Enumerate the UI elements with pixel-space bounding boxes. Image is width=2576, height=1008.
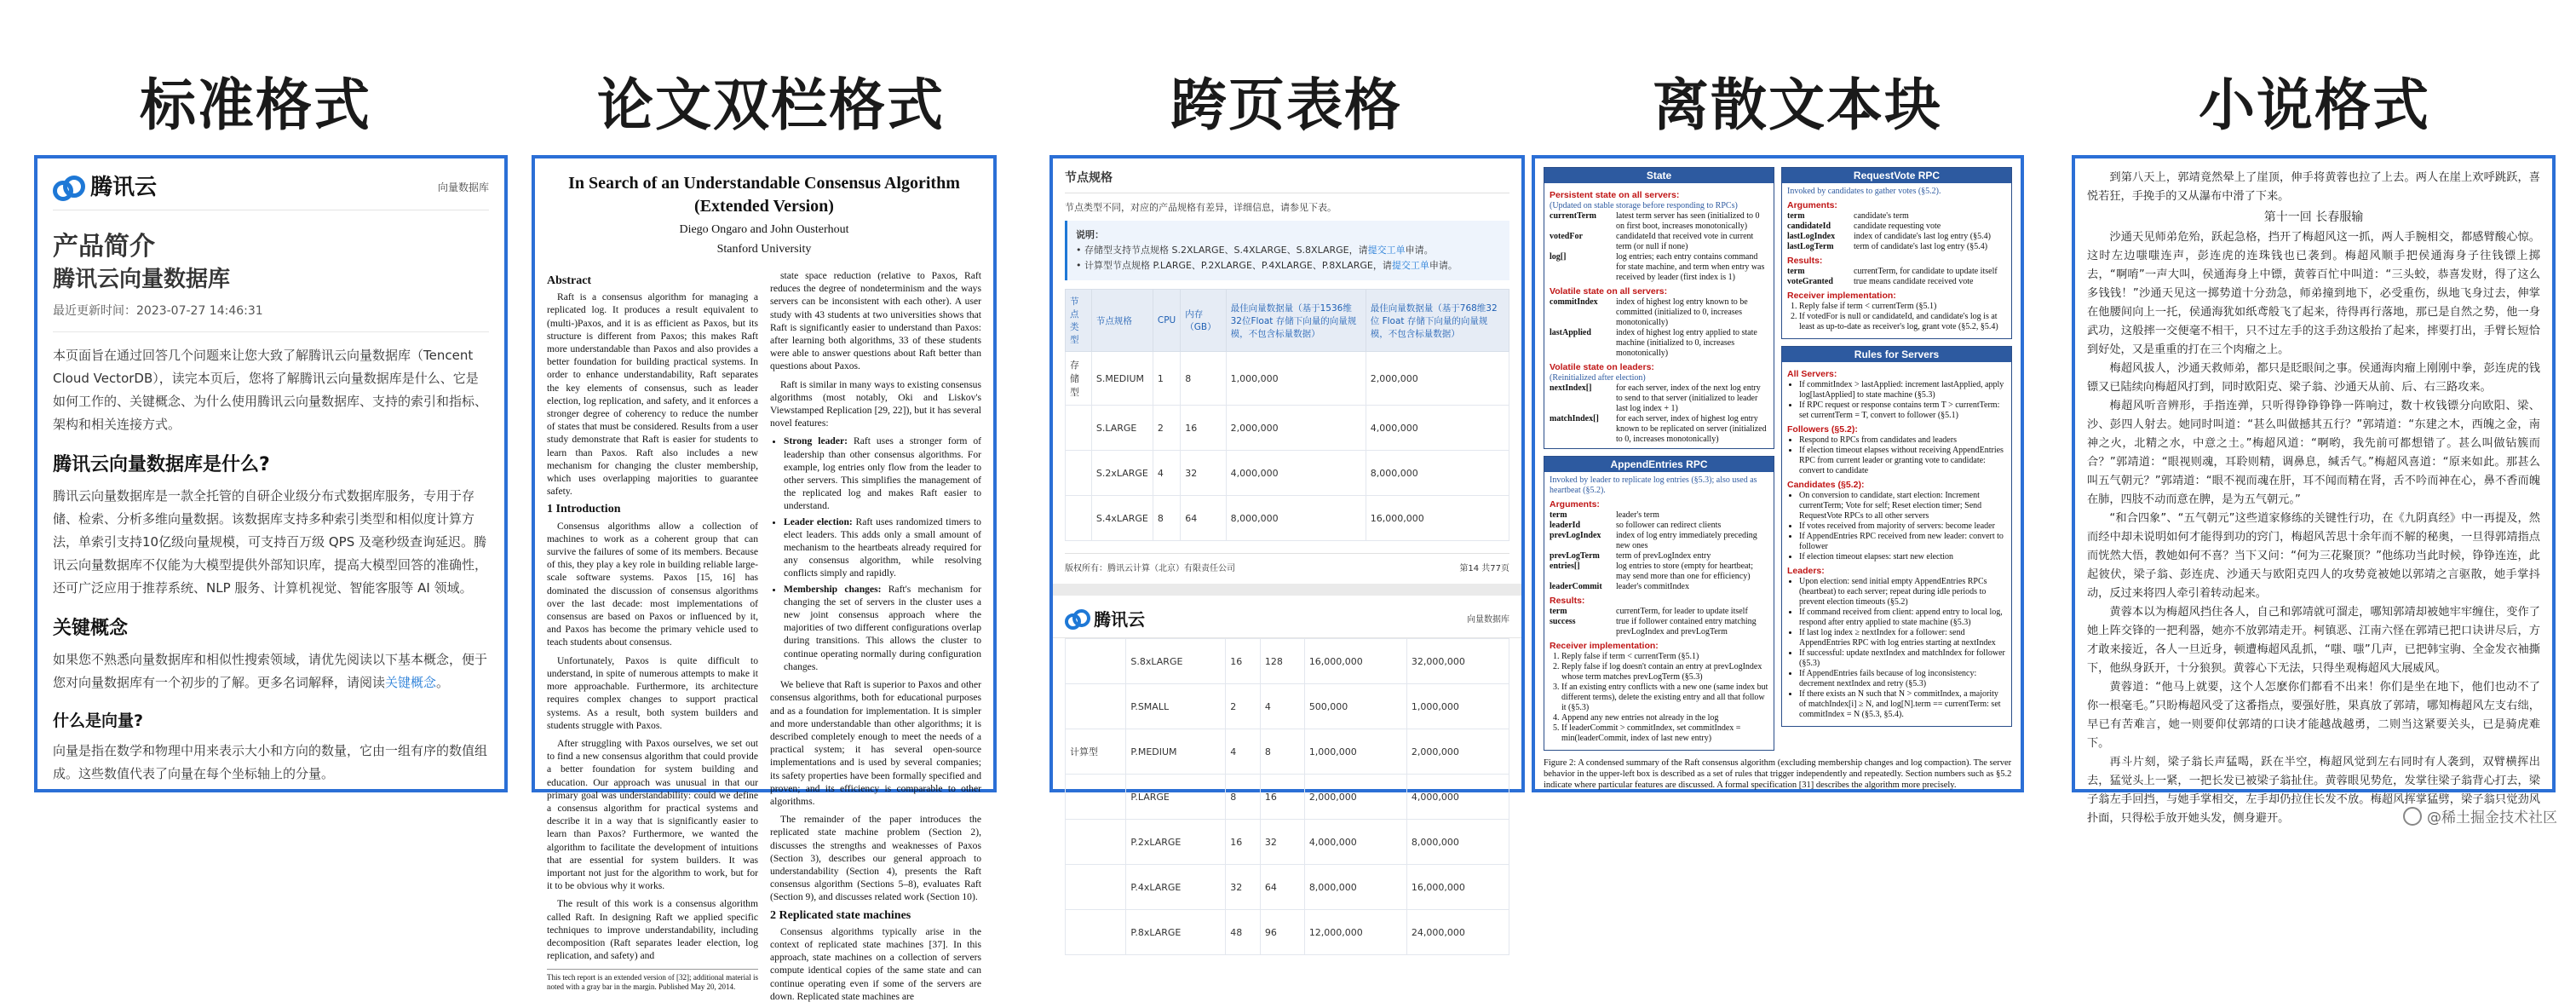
- table-cell: 1,000,000: [1406, 684, 1509, 729]
- section-heading: All Servers:: [1787, 369, 1837, 379]
- table-row: [1066, 406, 1509, 451]
- rule-list: [1787, 302, 2006, 332]
- novel-paragraph: 黄蓉本以为梅超风挡住各人，自己和郭靖就可溜走，哪知郭靖却被她牢牢缠住，变作了她上阵交锋的一把利器，她亦不放郭靖走开。柯镇恶、江南六怪在郭靖已把口诀讲尽后，方才敢来接近，各人一旦近身，顿遭梅超风乱抓，“嗤、嗤”几声，已把韩宝驹、全金发衣袖撕下，他纵身跃开，十分狼狈。黄蓉心下无法，只得坐观梅超风大展威风。: [2087, 606, 2540, 675]
- ticket-link[interactable]: 提交工单: [1367, 245, 1406, 256]
- field-desc: leader's commitIndex: [1616, 582, 1689, 591]
- field-desc: so follower can redirect clients: [1616, 521, 1722, 530]
- field-name: prevLogTerm: [1550, 551, 1600, 561]
- table-cell: [1066, 496, 1092, 541]
- list-item: 2. If votedFor is null or candidateId, and candidate's log is at least as up-to-date as receiver's log, grant vote (§5.2, §5.4): [1799, 312, 2006, 332]
- table-cell: 1: [1153, 352, 1180, 406]
- table-cell: 12,000,000: [1304, 910, 1406, 955]
- box-title: AppendEntries RPC: [1544, 457, 1774, 472]
- table-page-header: 节点规格: [1065, 169, 1509, 193]
- table-cell: 16,000,000: [1406, 865, 1509, 910]
- list-item: • If election timeout elapses: start new election: [1799, 552, 2006, 562]
- list-item: • Leader election: Raft uses randomized timers to elect leaders. This adds only a small amount of mechanism to the heartbeats already required for any consensus algorithm, while resolving conflicts simply and rapidly.: [784, 516, 981, 580]
- field-row: [1550, 562, 1768, 582]
- novel-paragraph: 梅超风拔人，沙通天救师弟，都只是眨眼间之事。侯通海肉瘤上刚刚中拳，彭连虎的钱镖又已陆续向梅超风打到，同时欧阳克、梁子翁、沙通天从前、后、右三路攻来。: [2087, 362, 2540, 394]
- list-item: 1. Reply false if term < currentTerm (§5.1): [1561, 652, 1768, 662]
- paper-affiliation: Stanford University: [716, 243, 812, 256]
- column-title: 标准格式: [140, 72, 371, 138]
- rule-list: [1550, 652, 1768, 744]
- table-cell: [1066, 865, 1126, 910]
- table-cell: 4: [1226, 729, 1261, 775]
- intro-paragraph-4: The result of this work is a consensus algorithm called Raft. In designing Raft we applied specific techniques to improve understandability, including decomposition (Raft separates leader election, log replication, and safety) and: [547, 898, 758, 962]
- table-cell: 24,000,000: [1406, 910, 1509, 955]
- table-cell: 48: [1226, 910, 1261, 955]
- left-block-column: [1544, 167, 1774, 751]
- paper-left-column: [547, 269, 758, 1008]
- table-cell: S.4xLARGE: [1091, 496, 1153, 541]
- section-note: Invoked by leader to replicate log entries (§5.3); also used as heartbeat (§5.2).: [1550, 475, 1757, 495]
- table-cell: 32: [1260, 820, 1304, 865]
- field-name: leaderCommit: [1550, 582, 1602, 591]
- list-item: • If AppendEntries RPC received from new leader: convert to follower: [1799, 532, 2006, 552]
- field-row: [1550, 510, 1768, 521]
- right-paragraph-2: Raft is similar in many ways to existing consensus algorithms (most notably, Oki and Liskov's Viewstamped Replication [29, 22]), but it has several novel features:: [770, 378, 981, 429]
- section-note: (Updated on stable storage before responding to RPCs): [1550, 201, 1738, 210]
- right-block-column: [1781, 167, 2012, 751]
- vector-paragraph: 向量是指在数学和物理中用来表示大小和方向的数量，它由一组有序的数值组成。这些数值代表了向量在每个坐标轴上的分量。: [53, 743, 488, 781]
- right-paragraph-1: state space reduction (relative to Paxos, Raft reduces the degree of nondeterminism and the ways servers can be inconsistent with each other). A user study with 43 students at two universities shows that Raft is significantly easier to understand than Paxos: after learning both algorithms, 33 of these students were able to answer questions about Raft better than questions about Paxos.: [770, 270, 981, 372]
- update-date: 最近更新时间：2023-07-27 14:46:31: [53, 300, 489, 332]
- intro-heading: 1 Introduction: [547, 503, 621, 516]
- table-cell: 500,000: [1304, 684, 1406, 729]
- column-header: 最佳向量数据量（基于1536维32位Float 存储下向量的向量规模，不包含标量数据）: [1226, 290, 1366, 352]
- note-title: 说明：: [1076, 229, 1104, 240]
- abstract-text: Raft is a consensus algorithm for managing a replicated log. It produces a result equivalent to (multi-)Paxos, and it is as efficient as Paxos, but its structure is different from Paxos; this makes Raft more understandable than Paxos and also provides a better foundation for building practical systems. In order to enhance understandability, Raft separates the key elements of consensus, such as leader election, log replication, and safety, and it enforces a stronger degree of coherency to reduce the number of states that must be considered. Results from a user study demonstrate that Raft is easier for students to learn than Paxos. Raft also includes a new mechanism for changing the cluster membership, which uses overlapping majorities to guarantee safety.: [547, 291, 758, 498]
- table-cell: 8: [1226, 775, 1261, 820]
- table-cell: 64: [1181, 496, 1226, 541]
- chapter-title: 第十一回 长春服输: [2263, 210, 2364, 224]
- field-desc: latest term server has seen (initialized to 0 on first boot, increases monotonically): [1616, 211, 1760, 231]
- list-item: • If votes received from majority of servers: become leader: [1799, 521, 2006, 532]
- table-cell: 4,000,000: [1226, 451, 1366, 496]
- section-heading: Results:: [1550, 596, 1585, 606]
- heading-key-concepts: 关键概念: [53, 618, 129, 639]
- right-paragraph-5: Consensus algorithms typically arise in the context of replicated state machines [37]. In this approach, state machines on a collection of servers compute identical copies of the same state and can continue operating even if some of the servers are down. Replicated state machines are: [770, 925, 981, 1002]
- field-row: [1550, 617, 1768, 637]
- figure-caption: Figure 2: A condensed summary of the Raft consensus algorithm (excluding membership changes and log compaction). The server behavior in the upper-left box is described as a set of rules that trigger independently and repeatedly. Section numbers such as §5.2 indicate where particular features are discussed. A formal specification [31] describes the algorithm more precisely.: [1544, 758, 2012, 790]
- right-paragraph-4: The remainder of the paper introduces the replicated state machine problem (Section 2), discusses the strengths and weaknesses of Paxos (Section 3), describes our general approach to understandability (Section 4), presents the Raft consensus algorithm (Sections 5–8), evaluates Raft (Section 9), and discusses related work (Section 10).: [770, 814, 981, 903]
- table-cell: 1,000,000: [1304, 729, 1406, 775]
- novel-paragraph: 再斗片刻，梁子翁长声猛喝，跃在半空，梅超风觉到左右同时有人袭到，双臂横挥出去，猛觉头上一紧，一把长发已被梁子翁扯住。黄蓉眼见势危，发掌往梁子翁背心打去，梁子翁左手回挡，与她手掌相交，左手却仍拉住长发不放。梅超风挥掌猛劈，梁子翁只觉劲风扑面，只得松手放开她头发，侧身避开。: [2087, 756, 2540, 825]
- table-cell: 32: [1226, 865, 1261, 910]
- table-row: [1066, 639, 1509, 684]
- field-name: term: [1550, 510, 1567, 520]
- rule-list: [1787, 380, 2006, 421]
- list-item: 1. Reply false if term < currentTerm (§5.1): [1799, 302, 2006, 312]
- list-item: • If command received from client: append entry to local log, respond after entry applied to state machine (§5.3): [1799, 608, 2006, 628]
- field-row: [1550, 582, 1768, 592]
- novel-paragraph: 黄蓉道：“他马上就要，这个人怎麽你们都看不出来！你们是坐在地下，他们也动不了你一根毫毛。”只盼梅超风受了这番指点，要强好胜，果真放了郭靖，哪知梅超风左支右绌，早已有苦难言，她一则要仰仗郭靖的口诀才能越战越勇，二则当这紧要关头，已是骑虎难下。: [2087, 681, 2540, 750]
- cloud-logo-icon: [1065, 609, 1089, 628]
- table-cell: 8,000,000: [1406, 820, 1509, 865]
- table-cell: 2,000,000: [1366, 352, 1509, 406]
- column-header: 节点规格: [1091, 290, 1153, 352]
- table-cell: 8: [1260, 729, 1304, 775]
- tencent-cloud-logo: [1065, 606, 1145, 631]
- section-heading: Arguments:: [1787, 200, 1837, 210]
- field-name: lastApplied: [1550, 328, 1591, 337]
- watermark-icon: [2403, 807, 2422, 826]
- column-title: 跨页表格: [1170, 72, 1402, 138]
- section-heading: Followers (§5.2):: [1787, 424, 1858, 435]
- field-desc: term of prevLogIndex entry: [1616, 551, 1711, 561]
- what-paragraph: 腾讯云向量数据库是一款全托管的自研企业级分布式数据库服务，专用于存储、检索、分析多维向量数据。该数据库支持多种索引类型和相似度计算方法，单索引支持10亿级向量规模，可支持百万级 QPS 及毫秒级查询延迟。腾讯云向量数据库不仅能为大模型提供外部知识库，提高大模型回答的准确性，还可广泛应用于推荐系统、NLP 服务、计算机视觉、智能客服等 AI 领域。: [53, 488, 488, 596]
- table-cell: [1066, 639, 1126, 684]
- rsm-heading: 2 Replicated state machines: [770, 908, 911, 922]
- list-item: • If election timeout elapses without receiving AppendEntries RPC from current leader or granting vote to candidate: convert to candidate: [1799, 446, 2006, 476]
- table-cell: 2,000,000: [1304, 775, 1406, 820]
- table-cell: 存储型: [1066, 352, 1092, 406]
- novel-paragraph: 沙通天见师弟危殆，跃起急格，挡开了梅超风这一抓，两人手腕相交，都感臂酸心惊。这时左边嗤嗤连声，彭连虎的连珠钱也已袭到。梅超风顺手把侯通海身子往钱镖上掷去，“啊唷”一声大叫，侯通海身上中镖，黄蓉百忙中叫道：“三头蛟，恭喜发财，得了这么多钱钱！”沙通天见这一掷势道十分劲急，师弟撞到地下，必受重伤，纵地飞身过去，伸掌在他腰间向上一托，侯通海犹如纸鸢般飞了起来，待得再行落地，那已是自然之势，他一身武功，这般摔一交便毫不相干，只不过左手的这手劲这般抬了起来，摔要打出，手臂长短恰到好处，又是重重的打在三个肉瘤之上。: [2087, 231, 2540, 356]
- table-cell: P.8xLARGE: [1126, 910, 1226, 955]
- table-cell: 128: [1260, 639, 1304, 684]
- list-item: • On conversion to candidate, start election: Increment currentTerm; Vote for self; Reset election timer; Send RequestVote RPCs to all other servers: [1799, 491, 2006, 521]
- table-cell: S.MEDIUM: [1091, 352, 1153, 406]
- field-name: entries[]: [1550, 562, 1580, 571]
- field-name: term: [1787, 211, 1805, 221]
- novel-paragraph: 梅超风听音辨形，手指连弹，只听得铮铮铮铮一阵响过，数十枚钱镖分向欧阳、梁、沙、彭四人射去。她同时叫道：“甚么叫做撼其五行？”郭靖道：“东建之木，西魄之金，南神之火，北精之水，中意之土。”梅超风道：“啊哟，我先前可都想错了。甚么叫做钻簇而合？”郭靖道：“眼视则魂，耳聆则精，调鼻息，缄舌气。”梅超风喜道：“原来如此。那甚么叫五气朝元？”郭靖道：“眼不视而魂在肝，耳不闻而精在肾，舌不吟而神在心，鼻不香而魄在肺，四肢不动而意在脾，是为五气朝元。”: [2087, 400, 2540, 506]
- header-right-label: 向量数据库: [437, 181, 489, 193]
- section-heading: Receiver implementation:: [1787, 291, 1896, 301]
- field-row: [1787, 267, 2006, 277]
- intro-paragraph-3: After struggling with Paxos ourselves, we set out to find a new consensus algorithm that could provide a better foundation for system building and education. Our approach was unusual in that our primary goal was understandability: could we define a consensus algorithm for practical systems and describe it in a way that is significantly easier to learn than Paxos? Furthermore, we wanted the algorithm to facilitate the development of intuitions that are essential for system builders. It was important not just for the algorithm to work, but for it to be obvious why it works.: [547, 737, 758, 892]
- watermark: @稀土掘金技术社区: [2403, 805, 2557, 827]
- tencent-cloud-logo: [53, 176, 157, 199]
- table-row: [1066, 865, 1509, 910]
- novel-paragraph: “和合四象”、“五气朝元”这些道家修练的关键性行功，在《九阴真经》中一再提及，然而经中却未说明如何才能得到功的窍门，梅超风苦思十余年而不解的秘奥，一旦得郭靖指点而恍然大悟，教她如何不喜？当下又问：“何为三花聚顶？”他练功当此时候，铮铮连连，此起彼伏，梁子翁、彭连虎、沙通天与欧阳克四人的攻势竟被她以郭靖之言驱散，她手掌抖动，反过来将四人牵引着转动起来。: [2087, 512, 2540, 600]
- table-cell: 16: [1226, 820, 1261, 865]
- table-cell: S.2xLARGE: [1091, 451, 1153, 496]
- list-item: • If there exists an N such that N > commitIndex, a majority of matchIndex[i] ≥ N, and log[N].term == currentTerm: set commitIndex = N (§5.3, §5.4).: [1799, 689, 2006, 720]
- field-desc: currentTerm, for leader to update itself: [1616, 607, 1748, 616]
- list-item: 2. Reply false if log doesn't contain an entry at prevLogIndex whose term matches prevLogTerm (§5.3): [1561, 662, 1768, 683]
- table-cell: 8: [1181, 352, 1226, 406]
- table-cell: 4,000,000: [1366, 406, 1509, 451]
- list-item: 4. Append any new entries not already in the log: [1561, 713, 1768, 723]
- table-cell: [1066, 910, 1126, 955]
- field-name: success: [1550, 617, 1576, 626]
- field-row: [1550, 252, 1768, 283]
- table-cell: 8: [1153, 496, 1180, 541]
- intro-paragraph: 本页面旨在通过回答几个问题来让您大致了解腾讯云向量数据库（Tencent Cloud VectorDB），读完本页后，您将了解腾讯云向量数据库是什么、它是如何工作的、关键概念、为什么使用腾讯云向量数据库、支持的索引和指标、架构和相关连接方式。: [53, 348, 488, 432]
- table-cell: P.SMALL: [1126, 684, 1226, 729]
- header-right-label: 向量数据库: [1467, 615, 1509, 625]
- table-cell: 8,000,000: [1366, 451, 1509, 496]
- state-box: [1544, 167, 1774, 449]
- field-name: log[]: [1550, 252, 1567, 262]
- column-header: 内存（GB）: [1181, 290, 1226, 352]
- list-item: • Upon election: send initial empty AppendEntries RPCs (heartbeat) to each server; repeat during idle periods to prevent election timeouts (§5.2): [1799, 577, 2006, 608]
- rule-list: [1787, 435, 2006, 476]
- field-name: term: [1550, 607, 1567, 616]
- list-item: 3. If an existing entry conflicts with a new one (same index but different terms), delete the existing entry and all that follow it (§5.3): [1561, 683, 1768, 713]
- field-desc: candidate's term: [1854, 211, 1909, 221]
- field-name: commitIndex: [1550, 297, 1598, 307]
- field-desc: true if follower contained entry matching prevLogIndex and prevLogTerm: [1616, 617, 1757, 636]
- section-heading: Leaders:: [1787, 566, 1825, 576]
- table-intro: 节点类型不同，对应的产品规格有差异，详细信息，请参见下表。: [1065, 202, 1337, 213]
- table-cell: 8,000,000: [1304, 865, 1406, 910]
- field-desc: index of log entry immediately preceding new ones: [1616, 531, 1757, 550]
- field-desc: index of candidate's last log entry (§5.4): [1854, 232, 1991, 241]
- table-cell: 16,000,000: [1304, 639, 1406, 684]
- field-desc: term of candidate's last log entry (§5.4): [1854, 242, 1988, 251]
- spec-table-part-1: [1065, 289, 1509, 541]
- section-heading: Volatile state on all servers:: [1550, 286, 1668, 297]
- column-header: 最佳向量数据量（基于768维32位 Float 存储下向量的向量规模，不包含标量数据）: [1366, 290, 1509, 352]
- box-title: RequestVote RPC: [1782, 168, 2011, 183]
- field-desc: true means candidate received vote: [1854, 277, 1974, 286]
- heading-what: 腾讯云向量数据库是什么?: [53, 454, 270, 475]
- paper-footnote: This tech report is an extended version of [32]; additional material is noted with a gray bar in the margin. Published May 20, 2014.: [547, 969, 758, 992]
- rule-list: [1787, 577, 2006, 720]
- table-cell: P.LARGE: [1126, 775, 1226, 820]
- abstract-heading: Abstract: [547, 274, 592, 287]
- feature-list: [770, 435, 981, 673]
- field-desc: log entries; each entry contains command for state machine, and term when entry was received by leader (first index is 1): [1616, 252, 1765, 282]
- page-subtitle: 腾讯云向量数据库: [53, 267, 231, 292]
- list-item: • If RPC request or response contains term T > currentTerm: set currentTerm = T, convert to follower (§5.1): [1799, 400, 2006, 421]
- panel-paper-format: [532, 155, 997, 1002]
- field-row: [1787, 211, 2006, 222]
- field-desc: for each server, index of the next log entry to send to that server (initialized to leader last log index + 1): [1616, 383, 1761, 413]
- field-name: matchIndex[]: [1550, 414, 1599, 423]
- table-row: [1066, 910, 1509, 955]
- table-cell: 8,000,000: [1226, 496, 1366, 541]
- append-entries-box: [1544, 456, 1774, 751]
- table-row: [1066, 684, 1509, 729]
- table-row: [1066, 729, 1509, 775]
- cloud-logo-icon: [53, 176, 83, 199]
- table-cell: 1,000,000: [1226, 352, 1366, 406]
- table-cell: S.8xLARGE: [1126, 639, 1226, 684]
- field-desc: leader's term: [1616, 510, 1659, 520]
- field-row: [1550, 521, 1768, 531]
- field-name: votedFor: [1550, 232, 1583, 241]
- column-title: 论文双栏格式: [597, 72, 945, 138]
- table-cell: 4: [1153, 451, 1180, 496]
- field-row: [1550, 531, 1768, 551]
- table-row: [1066, 451, 1509, 496]
- table-row: [1066, 352, 1509, 406]
- table-cell: 64: [1260, 865, 1304, 910]
- list-item: • Membership changes: Raft's mechanism for changing the set of servers in the cluster uses a new joint consensus approach where the majorities of two different configurations overlap during transitions. This allows the cluster to continue operating normally during configuration changes.: [784, 583, 981, 673]
- table-cell: 4: [1260, 684, 1304, 729]
- rule-list: [1787, 491, 2006, 562]
- field-name: voteGranted: [1787, 277, 1833, 286]
- table-cell: 2: [1226, 684, 1261, 729]
- panel-standard-format: [34, 155, 508, 792]
- list-item: • If AppendEntries fails because of log inconsistency: decrement nextIndex and retry (§5.3): [1799, 669, 2006, 689]
- spec-table-part-2: [1065, 638, 1509, 955]
- ticket-link[interactable]: 提交工单: [1391, 260, 1429, 271]
- section-heading: Arguments:: [1550, 499, 1600, 510]
- page-break: [1053, 584, 1521, 596]
- list-item: • If successful: update nextIndex and matchIndex for follower (§5.3): [1799, 648, 2006, 669]
- right-paragraph-3: We believe that Raft is superior to Paxos and other consensus algorithms, both for educational purposes and as a foundation for implementation. It is simpler and more understandable than other algorithms; it is described completely enough to meet the needs of a practical system; it has several open-source implementations and is used by several companies; its safety properties have been formally specified and proven; and its efficiency is comparable to other algorithms.: [770, 679, 981, 807]
- section-heading: Results:: [1787, 256, 1823, 266]
- field-desc: index of highest log entry applied to state machine (initialized to 0, increases monotonically): [1616, 328, 1757, 358]
- field-name: lastLogTerm: [1787, 242, 1834, 251]
- paper-authors: Diego Ongaro and John Ousterhout: [679, 223, 849, 236]
- table-page-1: [1053, 158, 1521, 584]
- paper-title: In Search of an Understandable Consensus Algorithm (Extended Version): [568, 174, 960, 216]
- table-cell: P.2xLARGE: [1126, 820, 1226, 865]
- table-cell: [1066, 451, 1092, 496]
- table-cell: 2,000,000: [1406, 729, 1509, 775]
- field-row: [1787, 242, 2006, 252]
- field-name: nextIndex[]: [1550, 383, 1592, 393]
- field-desc: candidateId that received vote in current term (or null if none): [1616, 232, 1754, 251]
- panel-cross-page-table: [1049, 155, 1525, 938]
- key-concepts-link[interactable]: 关键概念: [385, 675, 437, 690]
- field-row: [1787, 232, 2006, 242]
- field-row: [1550, 297, 1768, 328]
- section-note: Invoked by candidates to gather votes (§5.2).: [1787, 187, 1941, 196]
- intro-paragraph-2: Unfortunately, Paxos is quite difficult to understand, in spite of numerous attempts to make it more approachable. Furthermore, its architecture requires complex changes to support practical systems. As a result, both system builders and students struggle with Paxos.: [547, 654, 758, 731]
- note-box: [1065, 221, 1509, 280]
- box-title: Rules for Servers: [1782, 347, 2011, 362]
- table-cell: 32: [1181, 451, 1226, 496]
- table-cell: 16,000,000: [1366, 496, 1509, 541]
- field-desc: for each server, index of highest log entry known to be replicated on server (initialized to 0, increases monotonically): [1616, 414, 1767, 444]
- field-desc: index of highest log entry known to be committed (initialized to 0, increases monotonically): [1616, 297, 1748, 327]
- table-cell: 4,000,000: [1406, 775, 1509, 820]
- rules-box: [1781, 346, 2012, 727]
- field-name: currentTerm: [1550, 211, 1596, 221]
- panel-scattered-blocks: [1532, 155, 2024, 792]
- field-name: prevLogIndex: [1550, 531, 1601, 540]
- request-vote-box: [1781, 167, 2012, 339]
- key-paragraph: 如果您不熟悉向量数据库和相似性搜索领域，请优先阅读以下基本概念，便于您对向量数据库有一个初步的了解。更多名词解释，请阅读关键概念。: [53, 652, 488, 690]
- list-item: • Strong leader: Raft uses a stronger form of leadership than other consensus algorithms. For example, log entries only flow from the leader to other servers. This simplifies the management of the replicated log and makes Raft easier to understand.: [784, 435, 981, 512]
- field-row: [1787, 222, 2006, 232]
- table-row: [1066, 820, 1509, 865]
- field-row: [1550, 211, 1768, 232]
- field-row: [1550, 551, 1768, 562]
- table-cell: 4,000,000: [1304, 820, 1406, 865]
- table-cell: [1066, 406, 1092, 451]
- section-heading: Persistent state on all servers:: [1550, 190, 1680, 200]
- table-cell: 2: [1153, 406, 1180, 451]
- field-name: lastLogIndex: [1787, 232, 1836, 241]
- list-item: • If last log index ≥ nextIndex for a follower: send AppendEntries RPC with log entries starting at nextIndex: [1799, 628, 2006, 648]
- column-header: 节点类型: [1066, 290, 1092, 352]
- table-cell: [1066, 820, 1126, 865]
- table-cell: 16: [1260, 775, 1304, 820]
- table-row: [1066, 496, 1509, 541]
- table-cell: [1066, 684, 1126, 729]
- table-row: [1066, 775, 1509, 820]
- field-row: [1550, 414, 1768, 445]
- box-title: State: [1544, 168, 1774, 183]
- table-cell: [1066, 775, 1126, 820]
- copyright-text: 版权所有：腾讯云计算（北京）有限责任公司: [1065, 564, 1235, 573]
- table-cell: 32,000,000: [1406, 639, 1509, 684]
- field-row: [1550, 232, 1768, 252]
- field-desc: candidate requesting vote: [1854, 222, 1941, 231]
- field-name: term: [1787, 267, 1805, 276]
- novel-paragraph: 到第八天上，郭靖竟然晕上了崖顶，伸手将黄蓉也拉了上去。两人在崖上欢呼跳跃，喜悦若狂，手挽手的又从瀑布中滑了下来。: [2087, 171, 2540, 203]
- heading-vector: 什么是向量?: [53, 711, 144, 730]
- section-heading: Candidates (§5.2):: [1787, 480, 1865, 490]
- doc-header: [1053, 596, 1521, 638]
- field-row: [1787, 277, 2006, 287]
- field-desc: log entries to store (empty for heartbeat; may send more than one for efficiency): [1616, 562, 1754, 581]
- column-header: CPU: [1153, 290, 1180, 352]
- column-title: 离散文本块: [1653, 72, 1942, 138]
- table-cell: P.4xLARGE: [1126, 865, 1226, 910]
- field-row: [1550, 383, 1768, 414]
- table-cell: S.LARGE: [1091, 406, 1153, 451]
- list-item: 5. If leaderCommit > commitIndex, set commitIndex = min(leaderCommit, index of last new entry): [1561, 723, 1768, 744]
- page-footer: [1065, 553, 1509, 573]
- field-row: [1550, 328, 1768, 359]
- field-name: leaderId: [1550, 521, 1581, 530]
- table-cell: P.MEDIUM: [1126, 729, 1226, 775]
- logo-text: 腾讯云: [90, 174, 158, 200]
- section-heading: Receiver implementation:: [1550, 641, 1659, 651]
- field-desc: currentTerm, for candidate to update itself: [1854, 267, 1998, 276]
- logo-text: 腾讯云: [1094, 609, 1145, 630]
- table-cell: 16: [1226, 639, 1261, 684]
- page-number: 第14 共77页: [1459, 564, 1509, 573]
- section-heading: Volatile state on leaders:: [1550, 362, 1654, 372]
- note-line-2: • 计算型节点规格 P.LARGE、P.2XLARGE、P.4XLARGE、P.8XLARGE，请提交工单申请。: [1076, 260, 1458, 271]
- doc-header: [53, 176, 489, 210]
- page-title: 产品简介: [53, 232, 155, 262]
- section-note: (Reinitialized after election): [1550, 373, 1646, 383]
- table-cell: 16: [1181, 406, 1226, 451]
- list-item: • Respond to RPCs from candidates and leaders: [1799, 435, 2006, 446]
- field-row: [1550, 607, 1768, 617]
- list-item: • If commitIndex > lastApplied: increment lastApplied, apply log[lastApplied] to state machine (§5.3): [1799, 380, 2006, 400]
- paper-right-column: [770, 269, 981, 1008]
- table-cell: 96: [1260, 910, 1304, 955]
- intro-paragraph-1: Consensus algorithms allow a collection of machines to work as a coherent group that can survive the failures of some of its members. Because of this, they play a key role in building reliable large-scale software systems. Paxos [15, 16] has dominated the discussion of consensus algorithms over the last decade: most implementations of consensus are based on Paxos or influenced by it, and Paxos has become the primary vehicle used to teach students about consensus.: [547, 520, 758, 648]
- table-cell: 2,000,000: [1226, 406, 1366, 451]
- table-cell: 计算型: [1066, 729, 1126, 775]
- column-title: 小说格式: [2199, 72, 2430, 138]
- field-name: candidateId: [1787, 222, 1831, 231]
- note-line-1: • 存储型支持节点规格 S.2XLARGE、S.4XLARGE、S.8XLARGE，请提交工单申请。: [1076, 245, 1434, 256]
